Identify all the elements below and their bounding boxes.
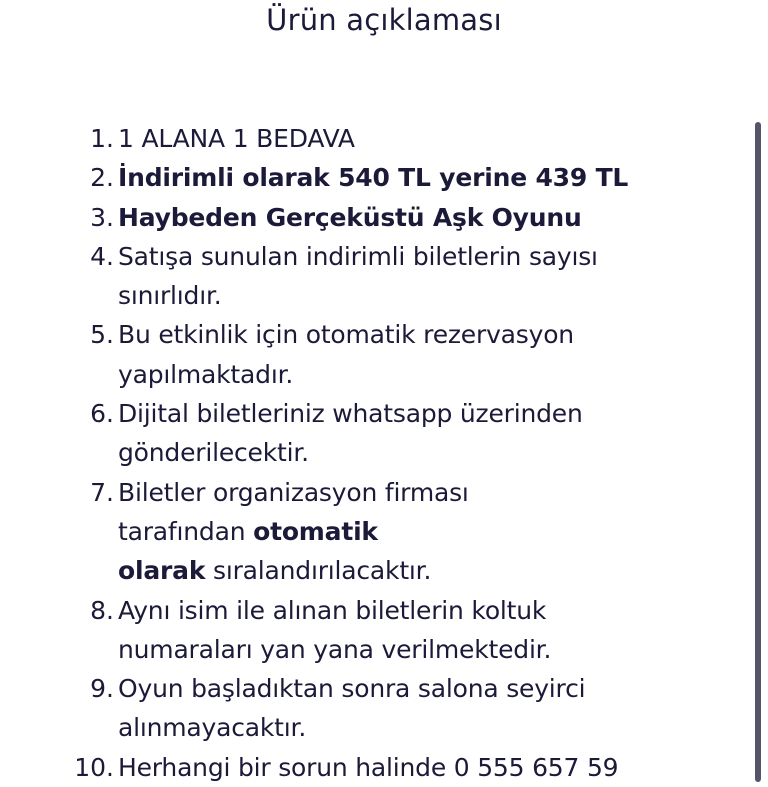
bold-text: olarak [118, 556, 206, 586]
text-line [118, 630, 750, 669]
list-item-text [118, 748, 750, 787]
list-item-text [118, 591, 750, 670]
text-line [118, 315, 750, 354]
text-segment: Aynı isim ile alınan biletlerin koltuk [118, 595, 547, 625]
list-item-number: 6. [90, 399, 114, 429]
list-item [0, 473, 750, 591]
scrollbar[interactable] [755, 122, 761, 782]
text-segment: Herhangi bir sorun halinde 0 555 657 59 [118, 752, 619, 782]
text-line [118, 669, 750, 708]
list-item [0, 748, 750, 787]
list-item-number: 5. [90, 320, 114, 350]
text-segment: yapılmaktadır. [118, 359, 294, 389]
text-line [118, 512, 750, 551]
list-item-number: 8. [90, 595, 114, 625]
text-line [118, 473, 750, 512]
list-item-number: 7. [90, 477, 114, 507]
list-item-number: 10. [74, 752, 114, 782]
list-item-text [118, 394, 750, 473]
list-item [0, 237, 750, 316]
text-line [118, 591, 750, 630]
bold-text: Haybeden Gerçeküstü Aşk Oyunu [118, 202, 582, 232]
page-title: Ürün açıklaması [266, 3, 502, 37]
text-segment: numaraları yan yana verilmektedir. [118, 634, 552, 664]
list-item [0, 158, 750, 197]
list-item-number: 4. [90, 241, 114, 271]
text-line [118, 551, 750, 590]
text-line [118, 394, 750, 433]
list-item [0, 591, 750, 670]
list-item-text [118, 198, 750, 237]
text-line [118, 119, 750, 158]
text-segment: sınırlıdır. [118, 281, 222, 311]
bold-text: İndirimli olarak 540 TL yerine 439 TL [118, 163, 629, 193]
bold-text: otomatik [253, 516, 378, 546]
text-segment: Biletler organizasyon firması [118, 477, 469, 507]
list-item [0, 198, 750, 237]
text-line [118, 276, 750, 315]
list-item-text [118, 473, 750, 591]
list-item-text [118, 158, 750, 197]
text-line [118, 708, 750, 747]
text-segment: 1 ALANA 1 BEDAVA [118, 124, 355, 153]
list-item-number: 1. [90, 124, 114, 153]
text-segment: sıralandırılacaktır. [205, 556, 432, 586]
list-item [0, 394, 750, 473]
text-segment: alınmayacaktır. [118, 713, 307, 743]
list-item-text [118, 315, 750, 394]
text-segment: Oyun başladıktan sonra salona seyirci [118, 674, 586, 704]
text-segment: tarafından [118, 516, 254, 546]
text-segment: Satışa sunulan indirimli biletlerin sayısı [118, 241, 598, 271]
text-line [118, 355, 750, 394]
text-segment: Bu etkinlik için otomatik rezervasyon [118, 320, 574, 350]
list-item [0, 315, 750, 394]
text-line [118, 158, 750, 197]
product-description-list [0, 119, 750, 787]
list-item-text [118, 237, 750, 316]
text-line [118, 198, 750, 237]
text-segment: gönderilecektir. [118, 438, 309, 468]
list-item [0, 119, 750, 158]
text-line [118, 433, 750, 472]
list-item-number: 3. [90, 202, 114, 232]
text-line [118, 748, 750, 787]
list-item [0, 669, 750, 748]
list-item-number: 2. [90, 163, 114, 193]
list-item-number: 9. [90, 674, 114, 704]
text-line [118, 237, 750, 276]
text-segment: Dijital biletleriniz whatsapp üzerinden [118, 399, 583, 429]
list-item-text [118, 669, 750, 748]
list-item-text [118, 119, 750, 158]
